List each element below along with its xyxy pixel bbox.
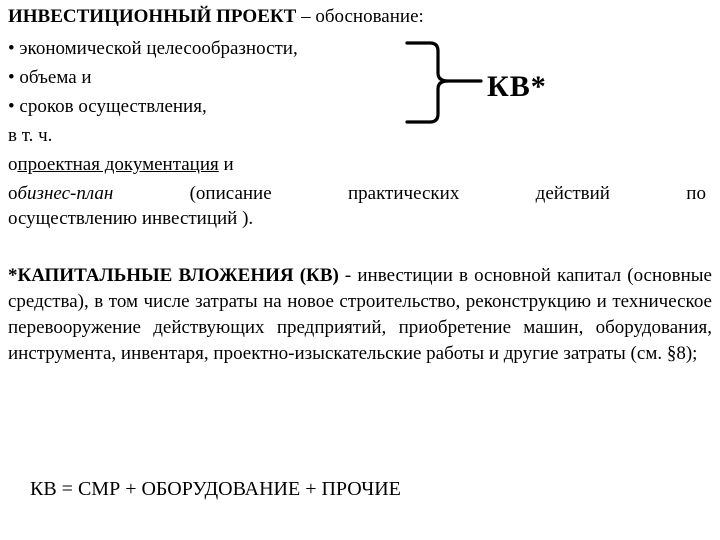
including-label: в т. ч. — [8, 125, 53, 146]
item2-word: по — [686, 183, 706, 204]
item-project-docs — [8, 154, 234, 176]
item2-word: действий — [535, 183, 610, 204]
item-underlined: проектная документация — [17, 154, 219, 175]
title-bold: ИНВЕСТИЦИОННЫЙ ПРОЕКТ — [8, 6, 297, 27]
capital-investments-definition — [8, 263, 712, 367]
kv-formula: КВ = СМР + ОБОРУДОВАНИЕ + ПРОЧИЕ — [30, 478, 401, 500]
project-title — [8, 6, 424, 28]
item-business-plan — [8, 183, 706, 205]
item-business-plan-cont: осуществлению инвестиций ). — [8, 208, 254, 229]
bullet-terms: • сроков осуществления, — [8, 96, 207, 117]
item2-word: (описание — [189, 183, 272, 204]
kv-label: КВ* — [487, 70, 547, 103]
item2-word: практических — [347, 183, 460, 204]
item-rest: и — [218, 154, 234, 175]
curly-brace-icon — [405, 40, 485, 125]
title-rest: – обоснование: — [296, 6, 424, 27]
item-marker: o — [8, 154, 18, 175]
bullet-volume: • объема и — [8, 67, 92, 88]
item2-marker: o — [8, 183, 18, 204]
definition-text: - инвестиции в основной капитал (основные средства), в том числе затраты на новое строительство, реконструкцию и техническое перевооружение действующих предприятий, приобретение машин, оборудования, инструмента, инвентаря, проектно-изыскательские работы и другие затраты (см. §8); — [8, 265, 712, 364]
item2-head — [8, 183, 113, 205]
bullet-economic: • экономической целесообразности, — [8, 38, 298, 59]
item2-italic: бизнес-план — [17, 183, 114, 204]
definition-term: *КАПИТАЛЬНЫЕ ВЛОЖЕНИЯ (КВ) — [8, 265, 339, 286]
